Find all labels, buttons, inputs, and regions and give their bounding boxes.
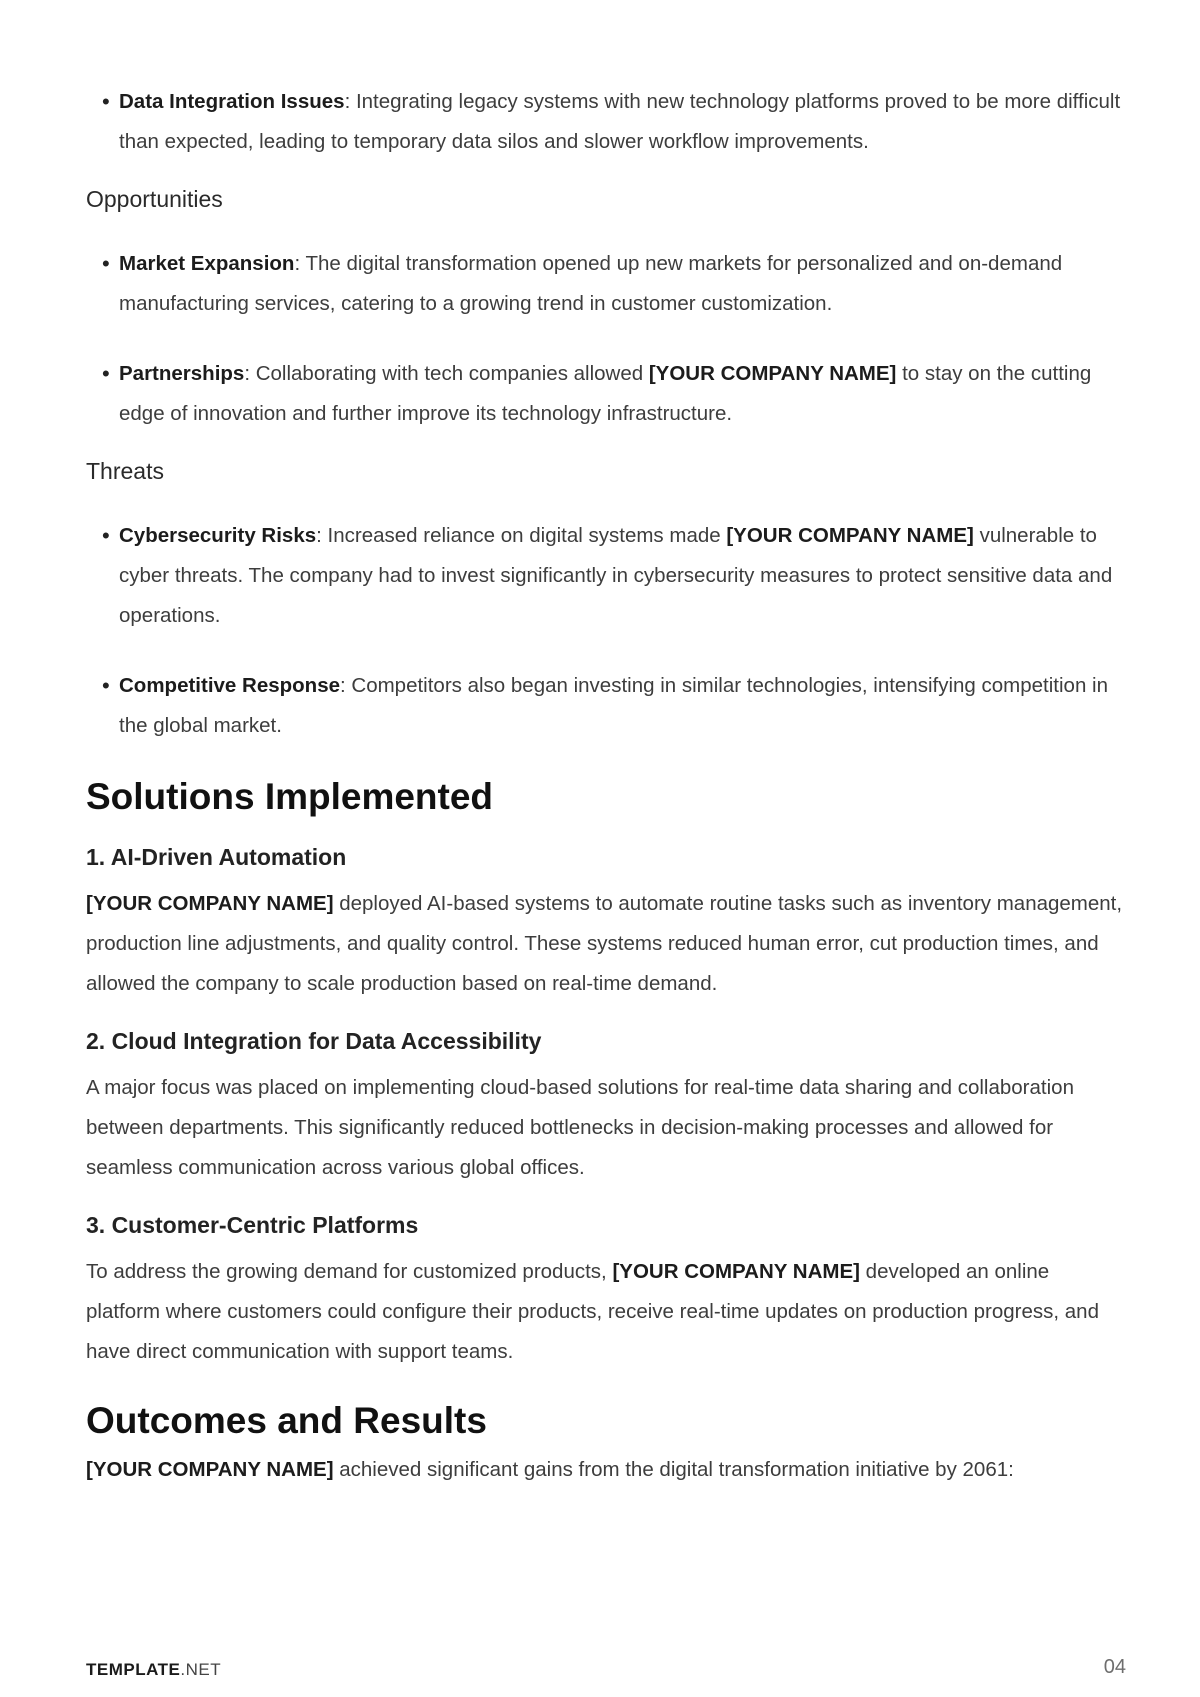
list-item [86, 244, 1126, 324]
page-number: 04 [1103, 1656, 1126, 1678]
bullet-term: Competitive Response [119, 674, 340, 697]
solution-step-title: 2. Cloud Integration for Data Accessibility [86, 1028, 542, 1054]
bullet-text: vulnerable to cyber threats. The company had to invest significantly in cybersecurity measures to protect sensitive data and operations. [119, 524, 1113, 627]
bullet-text: : The digital transformation opened up new markets for personalized and on-demand manufacturing services, catering to a growing trend in customer customization. [119, 252, 1063, 315]
solution-step-title: 3. Customer-Centric Platforms [86, 1212, 419, 1238]
bullet-term: Market Expansion [119, 252, 295, 275]
list-item [86, 516, 1126, 636]
list-item [86, 82, 1126, 162]
company-name-placeholder: [YOUR COMPANY NAME] [86, 1458, 334, 1481]
company-name-placeholder: [YOUR COMPANY NAME] [648, 362, 897, 385]
brand-logo-suffix: .NET [180, 1660, 222, 1679]
company-name-placeholder: [YOUR COMPANY NAME] [612, 1260, 860, 1283]
company-name-placeholder: [YOUR COMPANY NAME] [726, 524, 974, 547]
bullet-term: Cybersecurity Risks [119, 524, 317, 547]
threats-heading: Threats [86, 458, 164, 484]
company-name-placeholder: [YOUR COMPANY NAME] [86, 892, 334, 915]
bullet-text: : Increased reliance on digital systems made [316, 524, 727, 547]
document-page [86, 82, 1126, 1490]
brand-logo [86, 1660, 221, 1680]
body-text: achieved significant gains from the digital transformation initiative by 2061: [333, 1458, 1014, 1481]
solution-step-title: 1. AI-Driven Automation [86, 844, 347, 870]
opportunities-heading: Opportunities [86, 186, 223, 212]
bullet-text: : Integrating legacy systems with new technology platforms proved to be more difficult than expected, leading to temporary data silos and slower workflow improvements. [119, 90, 1121, 153]
solutions-heading: Solutions Implemented [86, 776, 494, 817]
list-item [86, 666, 1126, 746]
bullet-text: to stay on the cutting edge of innovation and further improve its technology infrastructure. [119, 362, 1092, 425]
body-text: To address the growing demand for customized products, [86, 1260, 613, 1283]
solution-step-body [86, 884, 1126, 1004]
bullet-term: Data Integration Issues [119, 90, 345, 113]
opportunities-list [86, 244, 1126, 434]
body-text: deployed AI-based systems to automate routine tasks such as inventory management, production line adjustments, and quality control. These systems reduced human error, cut production times, and allowed the company to scale production based on real-time demand. [86, 892, 1123, 995]
outcomes-intro [86, 1450, 1126, 1490]
bullet-text: : Collaborating with tech companies allowed [244, 362, 649, 385]
body-text: developed an online platform where customers could configure their products, receive real-time updates on production progress, and have direct communication with support teams. [86, 1260, 1099, 1363]
solution-step-body: A major focus was placed on implementing cloud-based solutions for real-time data sharing and collaboration between departments. This significantly reduced bottlenecks in decision-making processes and allowed for seamless communication across various global offices. [86, 1076, 1074, 1179]
outcomes-heading: Outcomes and Results [86, 1400, 487, 1441]
threats-list [86, 516, 1126, 746]
bullet-term: Partnerships [119, 362, 245, 385]
bullet-text: : Competitors also began investing in similar technologies, intensifying competition in the global market. [119, 674, 1109, 737]
list-item [86, 354, 1126, 434]
brand-logo-bold: TEMPLATE [86, 1660, 181, 1679]
weaknesses-list [86, 82, 1126, 162]
solution-step-body [86, 1252, 1126, 1372]
